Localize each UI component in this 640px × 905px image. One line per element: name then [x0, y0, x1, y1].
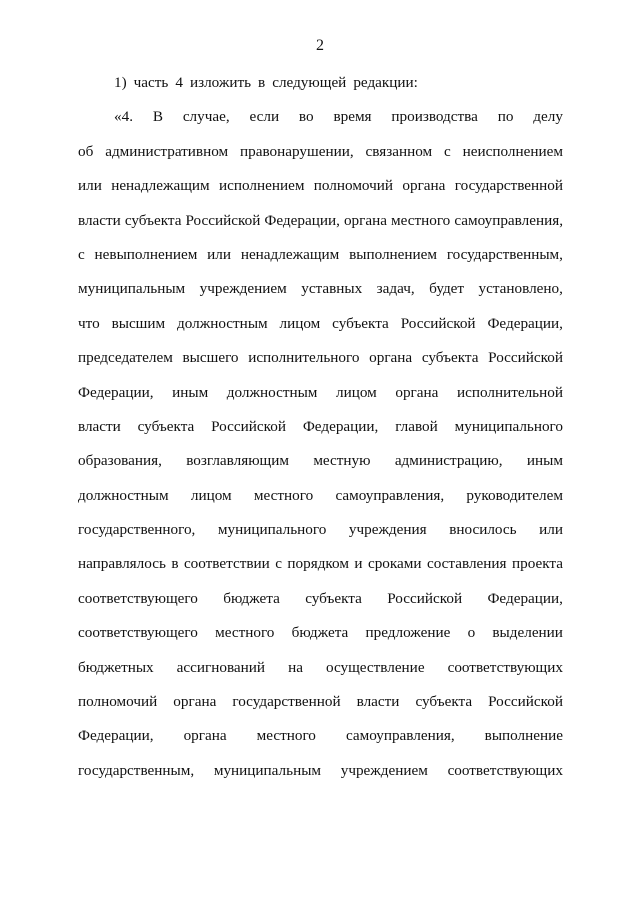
text-line: соответствующего бюджета субъекта Российской Федерации, [78, 589, 563, 607]
text-line: бюджетных ассигнований на осуществление соответствующих [78, 658, 563, 676]
text-line: муниципальным учреждением уставных задач, будет установлено, [78, 280, 563, 298]
text-line: 1) часть 4 изложить в следующей редакции: [114, 74, 418, 91]
text-line: об административном правонарушении, связанном с неисполнением [78, 142, 563, 160]
text-line: соответствующего местного бюджета предложение о выделении [78, 624, 563, 642]
document-body [78, 71, 563, 793]
text-line: образования, возглавляющим местную администрацию, иным [78, 452, 563, 470]
text-line: государственного, муниципального учреждения вносилось или [78, 521, 563, 539]
text-line: власти субъекта Российской Федерации, органа местного самоуправления, [78, 211, 563, 229]
text-line: государственным, муниципальным учреждением соответствующих [78, 761, 563, 779]
text-line: должностным лицом местного самоуправления, руководителем [78, 486, 563, 504]
text-line: Федерации, органа местного самоуправления, выполнение [78, 727, 563, 745]
text-line: или ненадлежащим исполнением полномочий органа государственной [78, 177, 563, 195]
text-line: направлялось в соответствии с порядком и сроками составления проекта [78, 555, 563, 573]
text-line: с невыполнением или ненадлежащим выполнением государственным, [78, 245, 563, 263]
text-line: председателем высшего исполнительного органа субъекта Российской [78, 349, 563, 367]
text-line: власти субъекта Российской Федерации, главой муниципального [78, 417, 563, 435]
text-line: Федерации, иным должностным лицом органа исполнительной [78, 383, 563, 401]
text-line: что высшим должностным лицом субъекта Российской Федерации, [78, 314, 563, 332]
text-line: «4. В случае, если во время производства по делу [114, 108, 563, 126]
text-line: полномочий органа государственной власти субъекта Российской [78, 693, 563, 711]
page-number: 2 [316, 37, 324, 54]
